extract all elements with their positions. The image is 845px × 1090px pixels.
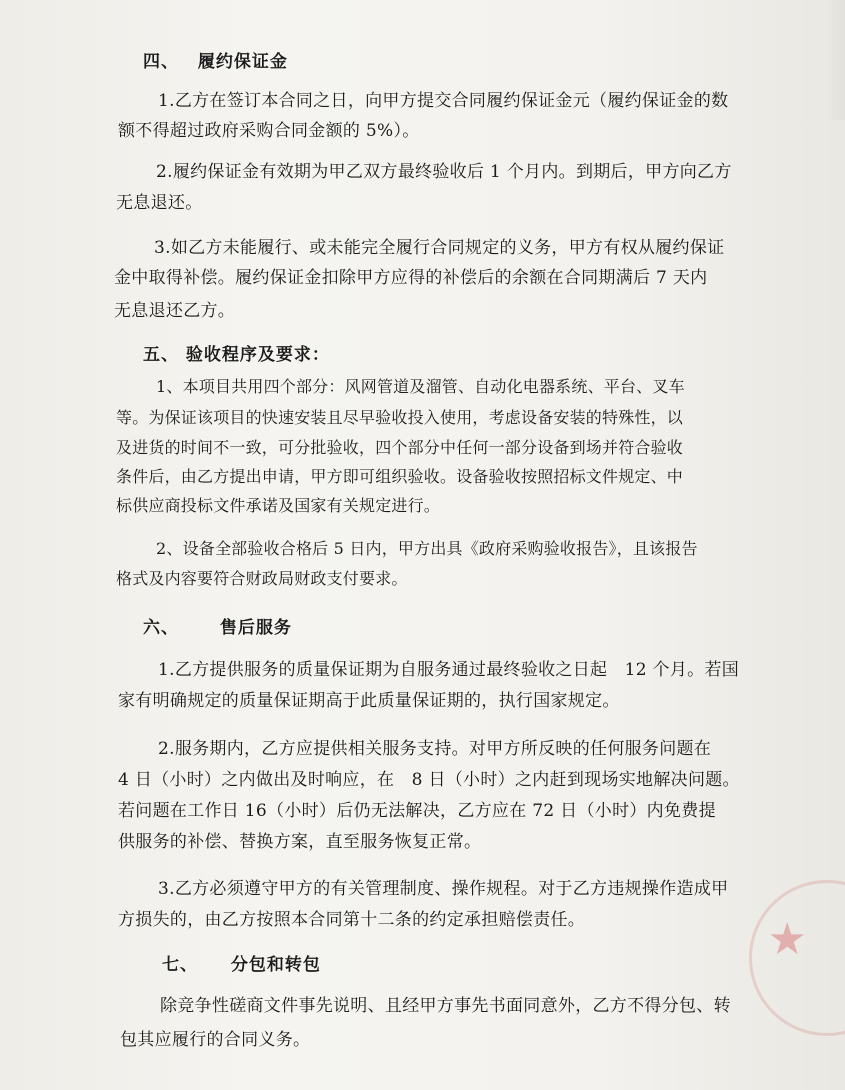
paragraph-line: 额不得超过政府采购合同金额的 5%）。	[118, 121, 420, 141]
paragraph-line: 金中取得补偿。履约保证金扣除甲方应得的补偿后的余额在合同期满后 7 天内	[114, 268, 708, 288]
section-title: 售后服务	[219, 618, 292, 638]
paragraph-line: 2.服务期内，乙方应提供相关服务支持。对甲方所反映的任何服务问题在	[158, 739, 712, 759]
paragraph-line: 若问题在工作日 16（小时）后仍无法解决，乙方应在 72 日（小时）内免费提	[118, 801, 716, 821]
section-number: 七、	[162, 955, 198, 975]
star-icon: ★	[767, 914, 807, 965]
paragraph-line: 4 日（小时）之内做出及时响应，在 8 日（小时）之内赶到现场实地解决问题。	[118, 770, 740, 790]
paragraph-line: 方损失的，由乙方按照本合同第十二条的约定承担赔偿责任。	[118, 910, 586, 930]
paragraph-line: 1、本项目共用四个部分：风网管道及溜管、自动化电器系统、平台、叉车	[156, 377, 685, 396]
section-title: 验收程序及要求：	[185, 345, 330, 365]
section-heading-5	[143, 340, 330, 365]
section-number: 六、	[143, 618, 179, 638]
section-title: 分包和转包	[230, 955, 321, 975]
paragraph-line: 等。为保证该项目的快速安装且尽早验收投入使用，考虑设备安装的特殊性，以	[116, 408, 684, 427]
scan-shadow	[825, 0, 845, 120]
paragraph-line: 标供应商投标文件承诺及国家有关规定进行。	[116, 496, 441, 515]
paragraph-line: 供服务的补偿、替换方案，直至服务恢复正常。	[118, 832, 482, 852]
paragraph-line: 2、设备全部验收合格后 5 日内，甲方出具《政府采购验收报告》，且该报告	[156, 539, 698, 558]
paragraph-line: 3.如乙方未能履行、或未能完全履行合同规定的义务，甲方有权从履约保证	[154, 238, 725, 258]
paragraph-line: 家有明确规定的质量保证期高于此质量保证期的，执行国家规定。	[118, 691, 620, 711]
paragraph-line: 1.乙方提供服务的质量保证期为自服务通过最终验收之日起 12 个月。若国	[158, 660, 740, 680]
section-heading-4	[143, 47, 288, 72]
section-heading-7	[162, 950, 321, 975]
paragraph-line: 除竞争性磋商文件事先说明、且经甲方事先书面同意外，乙方不得分包、转	[160, 996, 731, 1016]
section-heading-6	[143, 613, 292, 638]
section-number: 四、	[143, 52, 179, 72]
section-title: 履约保证金	[197, 52, 288, 72]
paragraph-line: 格式及内容要符合财政局财政支付要求。	[116, 569, 408, 588]
section-number: 五、	[143, 345, 179, 365]
paragraph-line: 及进货的时间不一致，可分批验收，四个部分中任何一部分设备到场并符合验收	[116, 438, 684, 457]
paragraph-line: 2.履约保证金有效期为甲乙双方最终验收后 1 个月内。到期后，甲方向乙方	[156, 162, 732, 182]
paragraph-line: 包其应履行的合同义务。	[120, 1030, 311, 1050]
paragraph-line: 无息退还。	[116, 193, 203, 213]
paragraph-line: 3.乙方必须遵守甲方的有关管理制度、操作规程。对于乙方违规操作造成甲	[158, 879, 729, 899]
paragraph-line: 1.乙方在签订本合同之日，向甲方提交合同履约保证金元（履约保证金的数	[158, 91, 729, 111]
paragraph-line: 无息退还乙方。	[114, 301, 236, 321]
paragraph-line: 条件后，由乙方提出申请，甲方即可组织验收。设备验收按照招标文件规定、中	[116, 467, 684, 486]
